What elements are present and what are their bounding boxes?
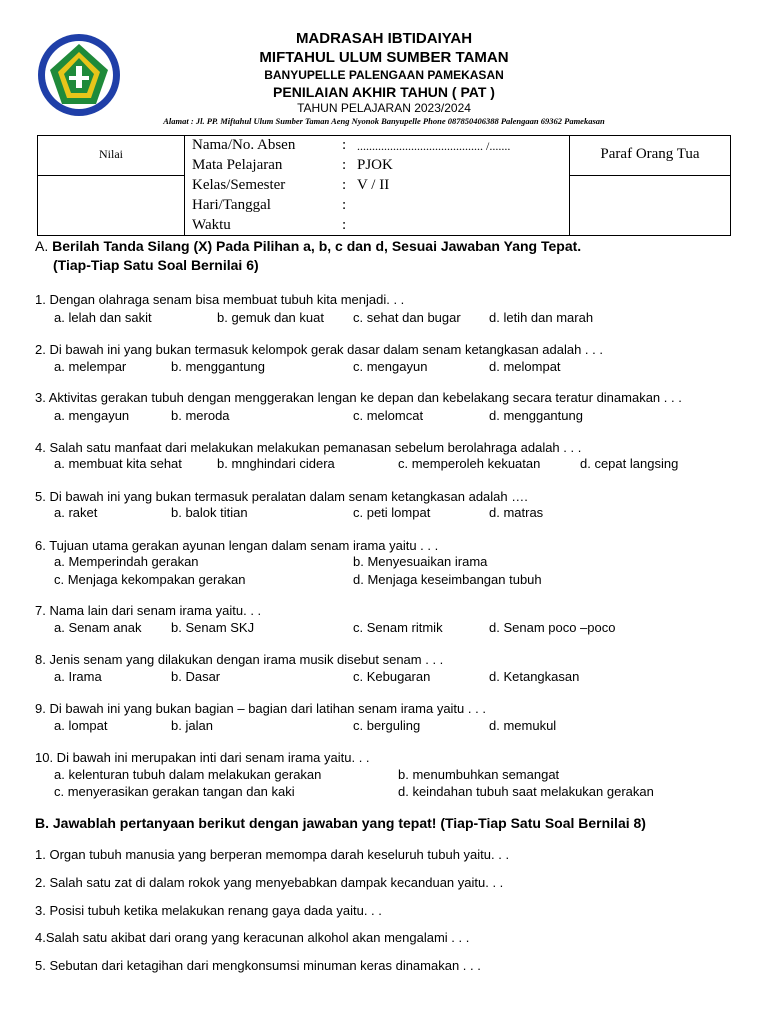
option-10d[interactable]: d. keindahan tubuh saat melakukan gerakan: [398, 784, 654, 799]
question-6: 6. Tujuan utama gerakan ayunan lengan dalam senam irama yaitu . . .: [35, 538, 439, 553]
option-9b[interactable]: b. jalan: [171, 718, 213, 733]
option-8c[interactable]: c. Kebugaran: [353, 669, 431, 684]
essay-question-1: 1. Organ tubuh manusia yang berperan memompa darah keseluruh tubuh yaitu. . .: [35, 847, 510, 862]
question-10: 10. Di bawah ini merupakan inti dari senam irama yaitu. . .: [35, 750, 370, 765]
school-location: BANYUPELLE PALENGAAN PAMEKASAN: [264, 68, 504, 82]
option-10b[interactable]: b. menumbuhkan semangat: [398, 767, 560, 782]
option-3b[interactable]: b. meroda: [171, 408, 230, 423]
option-7c[interactable]: c. Senam ritmik: [353, 620, 443, 635]
option-5d[interactable]: d. matras: [489, 505, 544, 520]
question-5: 5. Di bawah ini yang bukan termasuk peralatan dalam senam ketangkasan adalah ….: [35, 489, 528, 504]
question-2: 2. Di bawah ini yang bukan termasuk kelompok gerak dasar dalam senam ketangkasan adalah . . .: [35, 342, 603, 357]
option-3a[interactable]: a. mengayun: [54, 408, 130, 423]
option-1d[interactable]: d. letih dan marah: [489, 310, 594, 325]
option-2a[interactable]: a. melempar: [54, 359, 127, 374]
option-4a[interactable]: a. membuat kita sehat: [54, 456, 182, 471]
question-7: 7. Nama lain dari senam irama yaitu. . .: [35, 603, 262, 618]
option-1a[interactable]: a. lelah dan sakit: [54, 310, 152, 325]
question-8: 8. Jenis senam yang dilakukan dengan irama musik disebut senam . . .: [35, 652, 444, 667]
option-1b[interactable]: b. gemuk dan kuat: [217, 310, 324, 325]
academic-year: TAHUN PELAJARAN 2023/2024: [297, 101, 471, 115]
essay-question-4: 4.Salah satu akibat dari orang yang keracunan alkohol akan mengalami . . .: [35, 930, 470, 945]
option-2b[interactable]: b. menggantung: [171, 359, 265, 374]
option-9a[interactable]: a. lompat: [54, 718, 108, 733]
option-4b[interactable]: b. mnghindari cidera: [217, 456, 335, 471]
section-a-heading: A. Berilah Tanda Silang (X) Pada Pilihan a, b, c dan d, Sesuai Jawaban Yang Tepat. (Tiap-Tiap Satu Soal Bernilai 6): [35, 238, 582, 273]
option-7b[interactable]: b. Senam SKJ: [171, 620, 255, 635]
option-6d[interactable]: d. Menjaga keseimbangan tubuh: [353, 572, 542, 587]
option-5b[interactable]: b. balok titian: [171, 505, 248, 520]
exam-title: PENILAIAN AKHIR TAHUN ( PAT ): [273, 84, 495, 100]
school-name: MIFTAHUL ULUM SUMBER TAMAN: [259, 49, 509, 66]
option-7d[interactable]: d. Senam poco –poco: [489, 620, 616, 635]
option-2d[interactable]: d. melompat: [489, 359, 561, 374]
option-8a[interactable]: a. Irama: [54, 669, 102, 684]
question-4: 4. Salah satu manfaat dari melakukan melakukan pemanasan sebelum berolahraga adalah . . .: [35, 440, 582, 455]
option-10c[interactable]: c. menyerasikan gerakan tangan dan kaki: [54, 784, 295, 799]
section-b-heading: B. Jawablah pertanyaan berikut dengan jawaban yang tepat! (Tiap-Tiap Satu Soal Bernilai 8): [35, 815, 646, 831]
option-2c[interactable]: c. mengayun: [353, 359, 428, 374]
name-field[interactable]: .......................................... /.......: [357, 139, 511, 153]
option-8b[interactable]: b. Dasar: [171, 669, 221, 684]
parent-signature-label: Paraf Orang Tua: [600, 146, 700, 162]
option-4c[interactable]: c. memperoleh kekuatan: [398, 456, 541, 471]
option-1c[interactable]: c. sehat dan bugar: [353, 310, 461, 325]
option-3d[interactable]: d. menggantung: [489, 408, 583, 423]
school-address: Alamat : Jl. PP. Miftahul Ulum Sumber Taman Aeng Nyonok Banyupelle Phone 087850406388 Palengaan 69362 Pamekasan: [163, 116, 605, 126]
essay-question-5: 5. Sebutan dari ketagihan dari mengkonsumsi minuman keras dinamakan . . .: [35, 958, 481, 973]
option-5c[interactable]: c. peti lompat: [353, 505, 431, 520]
option-6b[interactable]: b. Menyesuaikan irama: [353, 554, 488, 569]
identity-table: Nilai Paraf Orang Tua Nama/No. Absen : .......................................... /....... Mata Pelajaran : PJOK Kelas/Semester : V / II Hari/Tanggal : Waktu :: [37, 135, 731, 236]
question-9: 9. Di bawah ini yang bukan bagian – bagian dari latihan senam irama yaitu . . .: [35, 701, 486, 716]
question-3: 3. Aktivitas gerakan tubuh dengan menggerakan lengan ke depan dan kebelakang secara teratur dinamakan . . .: [35, 390, 682, 405]
option-5a[interactable]: a. raket: [54, 505, 98, 520]
option-7a[interactable]: a. Senam anak: [54, 620, 142, 635]
option-3c[interactable]: c. melomcat: [353, 408, 424, 423]
option-6a[interactable]: a. Memperindah gerakan: [54, 554, 199, 569]
option-6c[interactable]: c. Menjaga kekompakan gerakan: [54, 572, 246, 587]
option-9d[interactable]: d. memukul: [489, 718, 557, 733]
option-9c[interactable]: c. berguling: [353, 718, 421, 733]
option-8d[interactable]: d. Ketangkasan: [489, 669, 580, 684]
essay-question-3: 3. Posisi tubuh ketika melakukan renang gaya dada yaitu. . .: [35, 903, 382, 918]
score-label: Nilai: [99, 147, 123, 161]
essay-question-2: 2. Salah satu zat di dalam rokok yang menyebabkan dampak kecanduan yaitu. . .: [35, 875, 504, 890]
option-10a[interactable]: a. kelenturan tubuh dalam melakukan gerakan: [54, 767, 322, 782]
option-4d[interactable]: d. cepat langsing: [580, 456, 679, 471]
question-1: 1. Dengan olahraga senam bisa membuat tubuh kita menjadi. . .: [35, 292, 405, 307]
school-type: MADRASAH IBTIDAIYAH: [295, 30, 473, 47]
